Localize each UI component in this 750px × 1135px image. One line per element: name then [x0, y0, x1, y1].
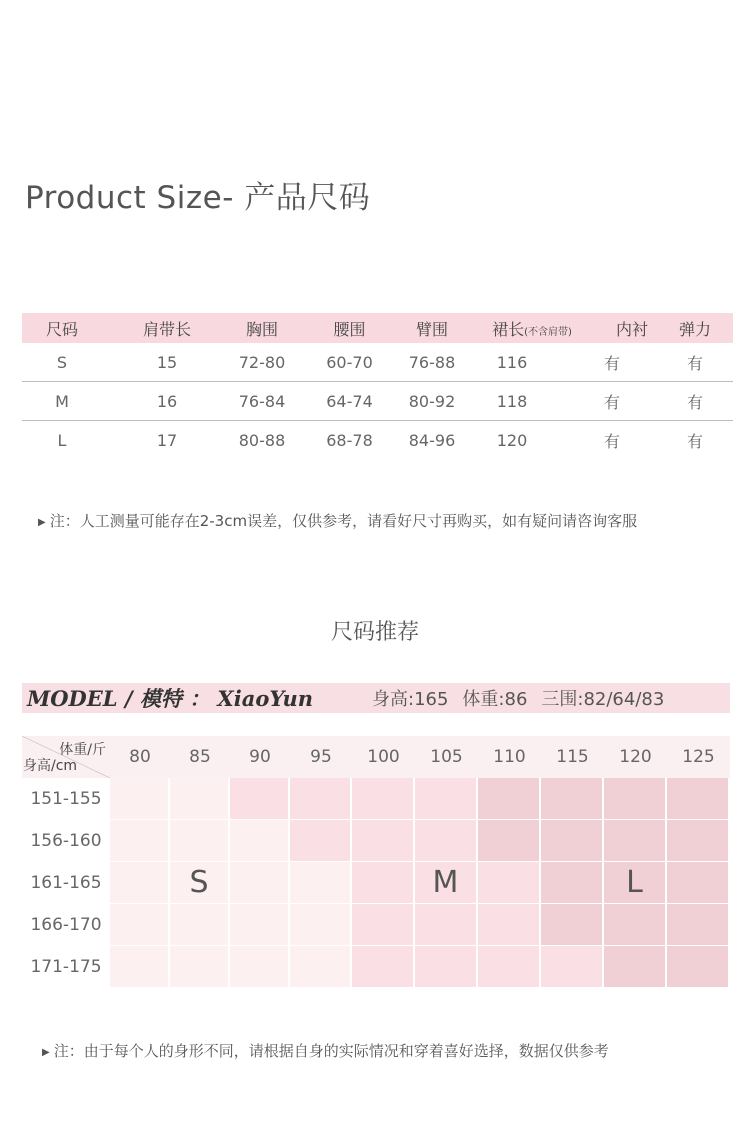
height-row-header: 161-165 [22, 862, 110, 904]
cell-size: L [57, 430, 67, 450]
cell-arm: 80-92 [408, 391, 456, 411]
cell-waist: 68-78 [326, 430, 373, 450]
grid-cell [478, 946, 541, 988]
grid-cell [290, 946, 352, 988]
cell-lining: 有 [603, 392, 620, 412]
grid-cell [541, 946, 604, 988]
grid-cell [667, 862, 730, 904]
size-table [22, 313, 733, 459]
grid-cell [230, 820, 290, 862]
grid-cell [667, 778, 730, 820]
cell-waist: 64-74 [326, 391, 373, 411]
cell-strap-length: 17 [156, 430, 178, 450]
grid-cell [604, 904, 667, 946]
weight-column-header: 115 [556, 747, 589, 767]
grid-cell: M [415, 862, 478, 904]
grid-cell [230, 778, 290, 820]
grid-cell [352, 904, 415, 946]
model-height: 身高:165 [372, 689, 449, 710]
cell-elasticity: 有 [686, 392, 703, 412]
recommendation-title: 尺码推荐 [330, 620, 419, 645]
header-arm: 臂围 [415, 319, 448, 339]
height-row-header: 156-160 [22, 820, 110, 862]
cell-elasticity: 有 [686, 353, 703, 373]
grid-cell [415, 946, 478, 988]
weight-column-header: 85 [189, 747, 211, 767]
recommendation-note [42, 1040, 609, 1061]
header-skirt-length [457, 317, 607, 340]
grid-cell [230, 946, 290, 988]
grid-cell [541, 862, 604, 904]
grid-cell [352, 778, 415, 820]
grid-cell [352, 820, 415, 862]
height-row-header: 171-175 [22, 946, 110, 988]
model-measurements: 三围:82/64/83 [541, 689, 665, 710]
grid-header-row [22, 736, 730, 778]
grid-cell [415, 820, 478, 862]
grid-row [22, 778, 730, 820]
size-row-s [22, 343, 733, 382]
grid-cell [290, 820, 352, 862]
cell-skirt-length: 120 [496, 430, 528, 450]
grid-corner [22, 736, 110, 778]
grid-cell [110, 946, 170, 988]
grid-cell [415, 778, 478, 820]
grid-row [22, 820, 730, 862]
grid-cell [110, 778, 170, 820]
recommendation-note-text: 注：由于每个人的身形不同，请根据自身的实际情况和穿着喜好选择，数据仅供参考 [53, 1042, 609, 1060]
grid-cell [667, 904, 730, 946]
cell-size: S [56, 352, 68, 372]
cell-skirt-length: 116 [496, 352, 528, 372]
size-table-header [22, 313, 733, 343]
weight-column-header: 110 [493, 747, 526, 767]
header-elasticity: 弹力 [678, 319, 711, 339]
grid-cell [170, 904, 230, 946]
grid-cell [352, 862, 415, 904]
cell-waist: 60-70 [326, 352, 373, 372]
grid-cell [110, 904, 170, 946]
grid-cell [667, 946, 730, 988]
grid-cell [170, 820, 230, 862]
grid-cell [541, 778, 604, 820]
grid-row [22, 946, 730, 988]
model-weight: 体重:86 [462, 689, 528, 710]
page-title: Product Size- 产品尺码 [25, 180, 371, 216]
height-row-header: 166-170 [22, 904, 110, 946]
weight-column-header: 90 [249, 747, 271, 767]
cell-bust: 76-84 [238, 391, 286, 411]
cell-size: M [55, 391, 69, 411]
grid-cell [541, 820, 604, 862]
cell-skirt-length: 118 [496, 391, 528, 411]
weight-column-header: 80 [129, 747, 151, 767]
header-size: 尺码 [45, 319, 78, 339]
grid-cell [230, 904, 290, 946]
height-row-header: 151-155 [22, 778, 110, 820]
header-strap-length: 肩带长 [142, 319, 191, 339]
grid-cell [290, 862, 352, 904]
grid-cell [230, 862, 290, 904]
cell-arm: 76-88 [408, 352, 456, 372]
grid-row [22, 862, 730, 904]
cell-arm: 84-96 [408, 430, 456, 450]
grid-cell [667, 820, 730, 862]
grid-cell [110, 862, 170, 904]
grid-cell [478, 862, 541, 904]
grid-cell [604, 820, 667, 862]
size-row-m [22, 382, 733, 421]
measurement-note [38, 510, 637, 531]
triangle-right-icon: ▶ [42, 1047, 50, 1058]
grid-cell [604, 946, 667, 988]
measurement-note-text: 注：人工测量可能存在2-3cm误差，仅供参考，请看好尺寸再购买，如有疑问请咨询客服 [49, 512, 638, 530]
cell-elasticity: 有 [686, 431, 703, 451]
grid-cell [110, 820, 170, 862]
cell-bust: 80-88 [238, 430, 286, 450]
grid-cell [604, 778, 667, 820]
header-skirt-length-note: (不含肩带) [524, 326, 572, 338]
grid-cell [478, 904, 541, 946]
grid-cell [290, 904, 352, 946]
grid-row [22, 904, 730, 946]
cell-bust: 72-80 [238, 352, 286, 372]
corner-height-label: 身高/cm [23, 758, 78, 774]
header-lining: 内衬 [615, 319, 648, 339]
grid-cell [541, 904, 604, 946]
header-skirt-length-label: 裙长 [492, 319, 525, 339]
cell-lining: 有 [603, 431, 620, 451]
grid-cell [415, 904, 478, 946]
model-banner [22, 683, 730, 713]
grid-cell [170, 946, 230, 988]
header-bust: 胸围 [245, 319, 278, 339]
weight-column-header: 125 [682, 747, 715, 767]
header-waist: 腰围 [333, 319, 366, 339]
weight-column-header: 100 [367, 747, 400, 767]
grid-cell [352, 946, 415, 988]
weight-column-header: 120 [619, 747, 652, 767]
model-name: MODEL / 模特 ： XiaoYun [27, 686, 314, 711]
cell-lining: 有 [603, 353, 620, 373]
cell-strap-length: 16 [156, 391, 178, 411]
size-row-l [22, 421, 733, 459]
grid-cell: S [170, 862, 230, 904]
corner-weight-label: 体重/斤 [59, 742, 106, 758]
triangle-right-icon: ▶ [38, 517, 46, 528]
grid-cell [478, 820, 541, 862]
grid-cell [290, 778, 352, 820]
grid-cell [170, 778, 230, 820]
size-recommendation-grid [22, 736, 730, 988]
cell-strap-length: 15 [156, 352, 178, 372]
weight-column-header: 105 [430, 747, 463, 767]
grid-cell [478, 778, 541, 820]
weight-column-header: 95 [310, 747, 332, 767]
grid-cell: L [604, 862, 667, 904]
